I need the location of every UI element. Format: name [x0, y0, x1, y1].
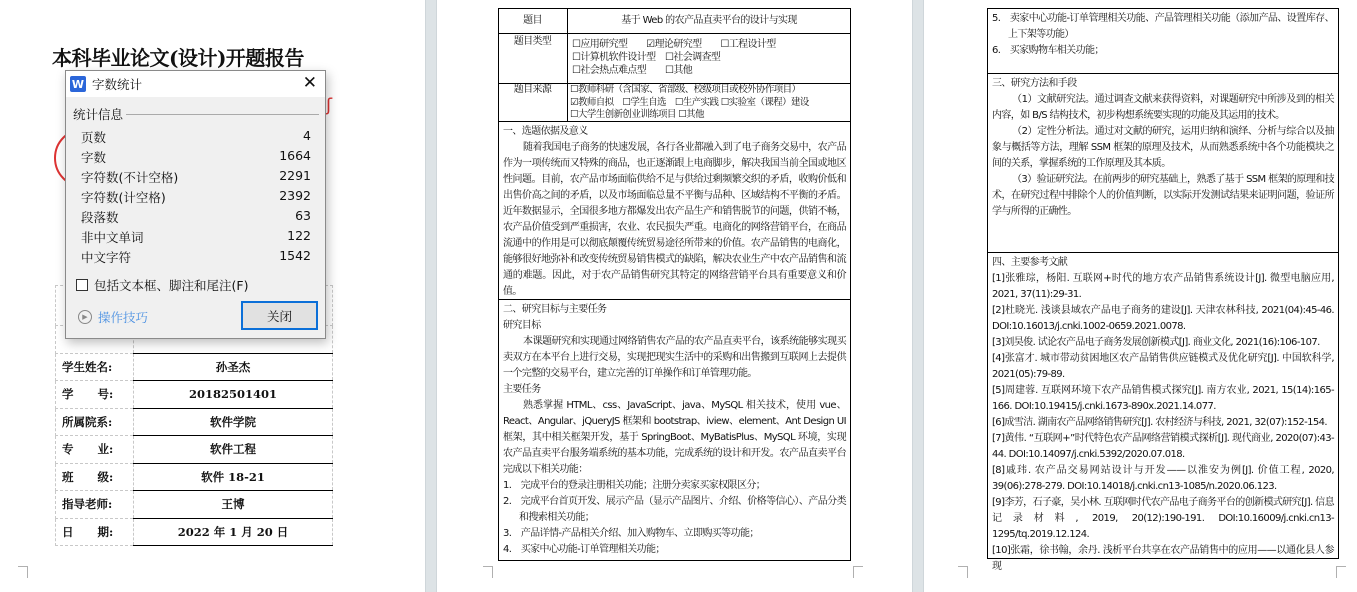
topic-label: 题目	[523, 15, 542, 26]
reference-item: [1]张雅琮，杨阳. 互联网+时代的地方农产品销售系统设计[J]. 微型电脑应用, 2021, 37(11):29-31.	[992, 273, 1334, 300]
reference-item: [9]李芳，石子豪，吴小林. 互联网时代农产品电子商务平台的创新模式研究[J]. 信息记录材料, 2019, 20(12):190-191. DOI:10.16009/j.cnki.cn13-1295/tq.2019.12.124.	[992, 497, 1334, 540]
type-options	[567, 34, 850, 83]
reference-item: [7]黄伟. “互联网+”时代特色农产品网络营销模式探析[J]. 现代商业, 2020(07):43-44. DOI:10.14097/j.cnki.5392/2020.07.018.	[992, 433, 1334, 460]
stat-row-words: 字数 1664	[81, 148, 311, 165]
play-circle-icon: ▶	[78, 310, 92, 324]
source-options	[567, 84, 850, 121]
stat-row-pages: 页数 4	[81, 128, 311, 145]
section-2	[499, 300, 850, 560]
tips-link[interactable]: ▶ 操作技巧	[78, 308, 148, 326]
page-corner-mark	[958, 566, 968, 578]
source-option-line[interactable]: ☐教师科研（含国家、省部级、校级项目或校外协作项目）	[570, 84, 801, 95]
reference-item: [4]张富才. 城市带动贫困地区农产品销售供应链模式及优化研究[J]. 中国软科学, 2021(05):79-89.	[992, 353, 1334, 380]
page-gap	[425, 0, 437, 592]
task-list-item: 4. 买家中心功能-订单管理相关功能；	[503, 544, 665, 555]
section-4-title: 四、主要参考文献	[992, 257, 1068, 268]
task-list-item: 5. 卖家中心功能-订单管理相关功能、产品管理相关功能（添加产品、设置库存、上下架等功能）	[992, 13, 1334, 40]
task-title: 主要任务	[503, 384, 541, 395]
stat-row-chars-no-spaces: 字符数(不计空格) 2291	[81, 168, 311, 185]
reference-item: [6]成雪洁. 湖南农产品网络销售研究[J]. 农村经济与科技, 2021, 32(07):152-154.	[992, 417, 1327, 428]
section-2-title: 二、研究目标与主要任务	[503, 304, 607, 315]
type-option-line[interactable]: ☐计算机软件设计型 ☐社会调查型	[572, 52, 721, 63]
source-option-line[interactable]: ☐大学生创新创业训练项目 ☐其他	[570, 109, 704, 120]
dialog-titlebar[interactable]	[66, 71, 325, 97]
reference-item: [5]周建蓉. 互联网环境下农产品销售模式探究[J]. 南方农业, 2021, 15(14):165-166. DOI:10.19415/j.cnki.1673-890x.2021.14.077.	[992, 385, 1334, 412]
info-row: 学 号: 20182501401	[56, 381, 333, 409]
section-1-title: 一、选题依据及意义	[503, 126, 588, 137]
section-1	[499, 122, 850, 300]
section-3-title: 三、研究方法和手段	[992, 78, 1077, 89]
page-corner-mark	[853, 566, 863, 578]
page-gap	[912, 0, 924, 592]
stat-row-chinese-chars: 中文字符 1542	[81, 248, 311, 265]
info-row: 所属院系: 软件学院	[56, 408, 333, 436]
reference-item: [2]杜晓光. 浅谈县域农产品电子商务的建设[J]. 天津农林科技, 2021(04):45-46. DOI:10.16013/j.cnki.1002-0659.2021.0078.	[992, 305, 1334, 332]
reference-item: [3]刘昊俊. 试论农产品电子商务发展创新模式[J]. 商业文化, 2021(16):106-107.	[992, 337, 1320, 348]
goal-title: 研究目标	[503, 320, 541, 331]
info-row: 班 级: 软件 18-21	[56, 463, 333, 491]
stat-row-non-chinese-words: 非中文单词 122	[81, 228, 311, 245]
document-title: 本科毕业论文(设计)开题报告	[52, 46, 304, 70]
source-label: 题目来源	[513, 84, 552, 95]
stat-row-chars-with-spaces: 字符数(计空格) 2392	[81, 188, 311, 205]
include-textboxes-checkbox[interactable]: 包括文本框、脚注和尾注(F)	[76, 276, 248, 294]
page-corner-mark	[483, 566, 493, 578]
section-4	[988, 253, 1338, 572]
task-list-item: 2. 完成平台首页开发、展示产品（显示产品图片、介绍、价格等信心）、产品分类和搜索相关功能；	[503, 496, 846, 523]
task-list-item: 1. 完成平台的登录注册相关功能；注册分卖家买家权限区分；	[503, 480, 766, 491]
task-body: 熟悉掌握 HTML、css、JavaScript、java、MySQL 相关技术，使用 vue、React、Angular、jQueryJS 框架和 bootstrap、iview、element、Ant Design UI 框架，其中相关框架开发，基于 SpringBoot、MyBatisPlus、MySQL 环境，实现农产品直卖平台服务端系统的基本功能，完成系统的设计和开发。农产品直卖平台完成以下相关功能：	[503, 400, 846, 475]
close-button[interactable]: 关闭	[241, 301, 318, 330]
task-list-item: 6. 买家购物车相关功能；	[992, 45, 1104, 56]
section-1-body: 随着我国电子商务的快速发展，各行各业都融入到了电子商务交易中，农产品作为一项传统而又特殊的商品，也正逐渐跟上电商脚步，解决我国当前全国或地区性问题。目前，农产品市场面临供给不足与供给过剩频繁交织的矛盾，收购价低和出售价高之间的矛盾，以及市场面临总量不平衡与品种、区域结构不平衡的矛盾。近年数据显示，全国很多地方都爆发出农产品生产和销售脱节的问题，供销不畅，农产品价值受到严重损害，农业、农民损失严重。电商化的网络营销平台，在商品流通中的作用是可以彻底颠覆传统贸易途径所带来的价值。农产品销售的电商化，能够很好地弥补和改变传统贸易销售模式的缺陷，解决农业生产中农产品销售和流通的难题。因此，对于农产品销售研究其特定的网络营销平台具有重要意义和价值。	[503, 142, 846, 297]
page-2	[437, 0, 912, 592]
close-icon[interactable]: ✕	[302, 73, 317, 93]
stat-row-paragraphs: 段落数 63	[81, 208, 311, 225]
checkbox-box[interactable]	[76, 279, 88, 291]
proposal-table-p3	[987, 8, 1339, 572]
info-row: 日 期: 2022 年 1 月 20 日	[56, 518, 333, 546]
info-row: 学生姓名: 孙圣杰	[56, 353, 333, 381]
reference-item: [10]张霜，徐书翰，余丹. 浅析平台共享在农产品销售中的应用——以通化县人参现	[992, 545, 1334, 572]
dialog-title: 字数统计	[92, 77, 143, 92]
type-option-line[interactable]: ☐社会热点难点型 ☐其他	[572, 65, 693, 76]
goal-body: 本课题研究和实现通过网络销售农产品的农产品直卖平台，该系统能够实现买卖双方在本平台上进行交易，实现把现实生活中的采购和出售搬到互联网上去提供一个完整的交易平台，建立完善的订单操作和订单管理功能。	[503, 336, 846, 379]
topic-value: 基于 Web 的农产品直卖平台的设计与实现	[567, 9, 850, 34]
page-corner-mark	[18, 566, 28, 578]
method-item: （3）验证研究法。在前两步的研究基础上，熟悉了基于 SSM 框架的原理和技术，在研究过程中排除个人的价值判断，以实际开发测试结果来证明问题，验证所学与所得的正确性。	[992, 174, 1334, 217]
stats-group-header: 统计信息	[73, 105, 319, 123]
reference-item: [8]戚玮. 农产品交易网站设计与开发——以淮安为例[J]. 价值工程, 2020, 39(06):278-279. DOI:10.14018/j.cnki.cn13-1085/n.2020.06.123.	[992, 465, 1334, 492]
signature-mark: ʃ	[326, 95, 333, 116]
method-item: （2）定性分析法。通过对文献的研究，运用归纳和演绎、分析与综合以及抽象与概括等方法，理解 SSM 框架的原理及技术，从而熟悉系统中各个功能模块之间的关系，掌握系统的工作原理及其本质。	[992, 126, 1334, 169]
word-count-dialog	[65, 70, 326, 339]
type-option-line[interactable]: ☐应用研究型 ☑理论研究型 ☐工程设计型	[572, 39, 776, 50]
info-row: 指导老师: 王博	[56, 491, 333, 519]
task-list-item: 3. 产品详情-产品相关介绍、加入购物车、立即购买等功能；	[503, 528, 759, 539]
info-row: 专 业: 软件工程	[56, 436, 333, 464]
page-corner-mark	[1336, 566, 1346, 578]
proposal-table-p2	[498, 8, 851, 561]
type-label: 题目类型	[513, 36, 552, 47]
source-option-line[interactable]: ☑教师自拟 ☐学生自选 ☐生产实践 ☐实验室（课程）建设	[570, 96, 809, 108]
wps-writer-icon: W	[71, 77, 85, 91]
method-item: （1）文献研究法。通过调查文献来获得资料，对课题研究中所涉及到的相关内容，如 B/S 结构技术，初步构想系统要实现的功能及其运用的技术。	[992, 94, 1334, 121]
section-3	[988, 74, 1338, 253]
page-3	[924, 0, 1357, 592]
